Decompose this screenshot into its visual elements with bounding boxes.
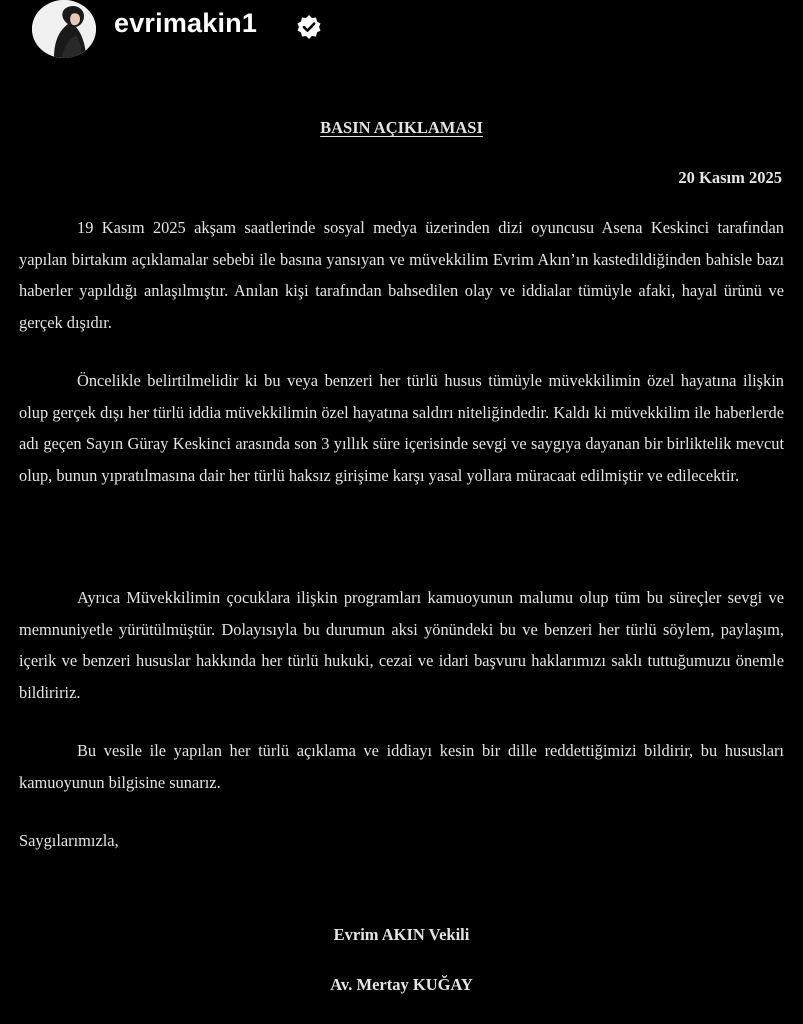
signature-line-2: Av. Mertay KUĞAY xyxy=(330,975,473,994)
signature-line-1: Evrim AKIN Vekili xyxy=(333,925,470,944)
paragraph-1: 19 Kasım 2025 akşam saatlerinde sosyal medya üzerinden dizi oyuncusu Asena Keskinci tarafından yapılan birtakım açıklamalar sebebi ile basına yansıyan ve müvekkilim Evrim Akın’ın kastedildiğinden bahisle bazı haberler yapıldığı anlaşılmıştır. Anılan kişi tarafından bahsedilen olay ve iddialar tümüyle afaki, hayal ürünü ve gerçek dışıdır. xyxy=(19,218,784,332)
closing-salutation: Saygılarımızla, xyxy=(19,831,119,850)
paragraph-3: Ayrıca Müvekkilimin çocuklara ilişkin programları kamuoyunun malumu olup tüm bu süreçler sevgi ve memnuniyetle yürütülmüştür. Dolayısıyla bu durumun aksi yönündeki bu ve benzeri her türlü söylem, paylaşım, içerik ve benzeri hususlar hakkında her türlü hukuki, cezai ve idari başvuru haklarımızı saklı tuttuğumuzu önemle bildiririz. xyxy=(19,588,784,702)
paragraph-2: Öncelikle belirtilmelidir ki bu veya benzeri her türlü husus tümüyle müvekkilimin özel hayatına ilişkin olup gerçek dışı her türlü iddia müvekkilimin özel hayatına saldırı niteliğindedir. Kaldı ki müvekkilim ile haberlerde adı geçen Sayın Güray Keskinci arasında son 3 yıllık süre içerisinde sevgi ve saygıya dayanan bir birliktelik mevcut olup, bunun yıpratılmasına dair her türlü haksız girişime karşı yasal yollara müracaat edilmiştir ve edilecektir. xyxy=(19,371,784,485)
paragraph-4: Bu vesile ile yapılan her türlü açıklama ve iddiayı kesin bir dille reddettiğimizi bildirir, bu hususları kamuoyunun bilgisine sunarız. xyxy=(19,741,784,792)
document-title: BASIN AÇIKLAMASI xyxy=(320,118,483,137)
verified-badge-icon xyxy=(296,14,322,40)
avatar[interactable] xyxy=(32,0,96,58)
username[interactable]: evrimakin1 xyxy=(114,8,258,38)
avatar-photo-icon xyxy=(32,0,96,58)
post-header xyxy=(0,0,803,62)
document-date: 20 Kasım 2025 xyxy=(678,168,782,187)
press-release-document xyxy=(0,62,803,1024)
